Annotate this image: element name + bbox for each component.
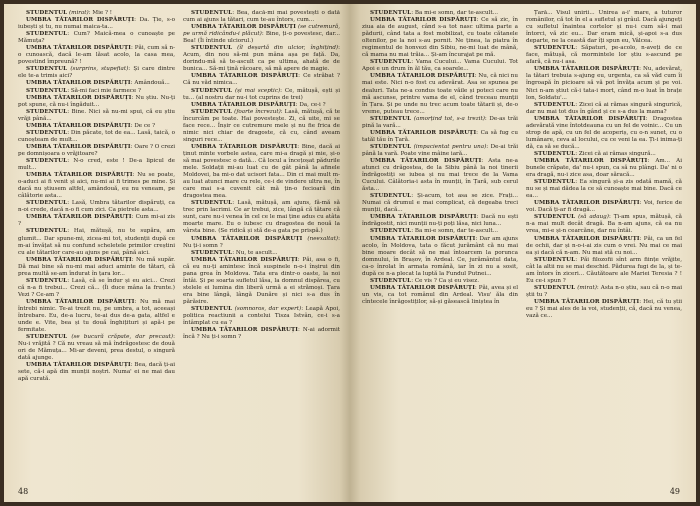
stage-direction: (foarte încrezut) — [234, 108, 281, 115]
speaker-name: UMBRA TĂTARILOR DISPĂRUȚI — [191, 143, 298, 150]
speaker-name: UMBRA TĂTARILOR DISPĂRUȚI — [370, 284, 475, 291]
speaker-name: UMBRA TĂTARILOR DISPĂRUȚI — [26, 94, 132, 101]
dialogue-text: : Mie ? ! — [88, 10, 112, 16]
dialogue-text: : Voi, ferice de voi. Dacă ți-ar fi dragă... — [526, 200, 682, 214]
speaker-name: STUDENTUL — [26, 157, 68, 164]
speaker-name: UMBRA TĂTARILOR DISPĂRUȚI — [26, 17, 135, 24]
speaker-name: STUDENTUL — [370, 193, 412, 200]
dialogue-text: : Leapă Apoi, politica reactiunii a contelui Tisza Istvân, ce-i s-a întâmplat cu ea ? — [183, 305, 340, 327]
speaker-name: UMBRA TĂTARILOR DISPĂRUȚI — [191, 24, 297, 31]
dialogue-text: : Lasă, mătușă, am ajuns, fă-mă să trec prin lacrimi. Ce ar trebui, zice, lângă că tătare că sunt, care nu-i venea în cel ce le mai ține adus cu atâta moarte mare. Eu o iubesc cu dragostea de nouă la vârsta bine. (Se ridică și stă de-a gata pe prispă.) — [183, 200, 340, 235]
dialogue-paragraph — [18, 362, 175, 383]
stage-direction: (mirat) — [577, 284, 597, 291]
stage-direction: (mirat) — [68, 10, 89, 16]
stage-direction: (neexaltat) — [307, 235, 339, 242]
dialogue-text: : Bine, ți-o povestesc, dar... Bea! (Îi întinde ulciorul.) — [183, 31, 340, 45]
dialogue-text: : Acum, din nou să-mi pun mâna așa pe față. Da, dorindu-mă să te-ascult ca pe ultima, ahată de de bunica... Să-mi țină răcoare, să mă apere de magie. — [183, 45, 340, 73]
speaker-name: UMBRA TĂTARILOR DISPĂRUȚI — [534, 66, 640, 73]
dialogue-paragraph — [18, 10, 175, 17]
dialogue-paragraph — [362, 17, 518, 59]
dialogue-paragraph — [183, 200, 340, 235]
speaker-name: STUDENTUL — [534, 256, 576, 263]
speaker-name: UMBRA TĂTARILOR DISPĂRUȚI — [26, 256, 132, 263]
dialogue-text: : Lasă, mătușă, că te încurcăm pe toate. Hai povestește. Zi, că uite, mi se face rece... Înșir ce cutremure mele și nu fie frica de nimic nici chiar de dragoste, că cu, când aveam singuri rece... — [183, 108, 340, 143]
stage-direction: (impacientat pentru una) — [413, 143, 487, 150]
dialogue-paragraph — [183, 236, 340, 250]
dialogue-paragraph — [526, 200, 682, 214]
dialogue-paragraph — [183, 109, 340, 144]
dialogue-paragraph — [526, 45, 682, 66]
dialogue-text: : Ba mi-e somn, dar te-ascult... — [411, 228, 498, 235]
dialogue-text: : Asta ne-a atunci cu drăgostea, de la Sibiu până la noi tinerii îndrăgostiți se iubea și nu mai trece de la Vama Cucului. Câlătoria-i asta în munții, în Țară, sub cerul ăsta... — [362, 157, 518, 193]
stage-direction: (se cutremură, pe urmă ridicându-i plăcut) — [183, 24, 340, 38]
speaker-name: UMBRA TĂTARILOR DISPĂRUȚI — [370, 17, 477, 24]
dialogue-paragraph — [526, 66, 682, 101]
dialogue-text: : Ba mi-e somn, dar te-ascult... — [411, 10, 498, 16]
dialogue-paragraph — [362, 10, 518, 17]
dialogue-paragraph — [362, 73, 518, 115]
dialogue-text: : Bea, dacă-mi mai povestești o dată cum ai ajuns la tătari, cum te-au întors, cum... — [183, 10, 340, 24]
dialogue-paragraph — [362, 116, 518, 130]
speaker-name: UMBRA TĂTARILOR DISPĂRUȚI — [26, 298, 135, 305]
dialogue-text: : Păi, avea și el un vis, ca tot românul din Ardeal. Visu' ăla din cîntecele înrăgostiților, să-și găsească liniștea în — [362, 284, 518, 305]
speaker-name: STUDENTUL — [191, 108, 233, 115]
dialogue-text: : De ce ? — [130, 122, 156, 129]
dialogue-text: : Ca să fug cu tatăl tău în Țară. — [362, 129, 518, 143]
speaker-name: STUDENTUL — [370, 10, 412, 16]
speaker-name: STUDENTUL — [370, 228, 412, 235]
speaker-name: UMBRA TĂTARILOR DISPĂRUȚI — [370, 157, 482, 164]
left-page-column-2 — [183, 10, 340, 478]
speaker-name: STUDENTUL — [534, 45, 576, 52]
speaker-name: UMBRA TĂTARILOR DISPĂRUȚI — [191, 73, 299, 80]
dialogue-paragraph — [18, 200, 175, 214]
dialogue-paragraph — [362, 278, 518, 285]
speaker-name: STUDENTUL — [534, 150, 576, 157]
dialogue-text: : Nu mă mai întrebi nimic. Te-ai trezit nu, pe umbra, a tot, aceeași întrebare. Eu, de-a lucru, te-ai dus de-a gata, altfel e unde e. Vite, bea și tu două înghițituri și apă-i pe fermitate. — [18, 298, 175, 334]
dialogue-paragraph — [18, 214, 175, 228]
dialogue-text: : Păi, cum să n-o cunoască, dacă le-am lăsat acolo, la casa mea, povestind împreună? ! — [18, 45, 175, 66]
dialogue-text: : De-ai trăi până la vară. Poate vine mâine iară... — [362, 143, 518, 157]
dialogue-paragraph — [362, 193, 518, 214]
speaker-name: UMBRA TĂTARILOR DISPĂRUȚI — [534, 235, 640, 242]
speaker-name: UMBRA TĂTARILOR DISPĂRUȚI — [26, 45, 131, 52]
dialogue-text: : Nu-i vrăjită ? Că nu vreau să mă îndrăgostesc de două ori de Mămuța... Mi-ar deveni, prea destul, o singură dată ajunge. — [18, 334, 175, 362]
dialogue-text: : Nu ți-i somn ? — [183, 235, 340, 249]
speaker-name: STUDENTUL — [26, 129, 68, 136]
dialogue-paragraph — [183, 10, 340, 24]
dialogue-text: : Cum? Maică-mea o cunoaște pe Mămuța? — [18, 31, 175, 45]
dialogue-text: : Și care dintre ele te-a trimis aici? — [18, 66, 175, 80]
dialogue-paragraph — [18, 123, 175, 130]
dialogue-text: : Hei, că tu știi eu ? Și mai ales de la voi, studenții, că, dacă nu venea, vază ce... — [526, 298, 682, 320]
dialogue-paragraph — [18, 158, 175, 172]
dialogue-text: : Ce, mătușă, ești și tu... (al nostru dar nu-i tot cuprins de trei) — [183, 87, 340, 101]
dialogue-paragraph — [526, 158, 682, 179]
speaker-name: STUDENTUL — [26, 87, 68, 94]
dialogue-paragraph — [183, 144, 340, 200]
speaker-name: STUDENTUL — [26, 228, 68, 235]
page-number-left: 48 — [18, 487, 29, 496]
dialogue-paragraph — [18, 334, 175, 362]
left-page-column-1 — [18, 10, 175, 478]
dialogue-paragraph — [526, 116, 682, 151]
dialogue-paragraph — [526, 257, 682, 285]
speaker-name: UMBRA TĂTARILOR DISPĂRUȚI — [26, 80, 131, 87]
dialogue-text: : Ți-am spus, mătușă, că n-a mai mult decât dragă. Ba n-am ajuns, că ea nu vrea, mi-e și-n cearcăne, dar nu întâi. — [526, 214, 682, 235]
speaker-name: UMBRA TĂTARILOR DISPĂRUȚI — [26, 172, 133, 179]
dialogue-paragraph — [18, 109, 175, 123]
dialogue-text: : Hai, mătușă, nu te supăra, am glumit... Dar spune-mi, zicea-mi tot, studenții după ce m-ai învățat să nu confund scheletele primilor creștini cu ale tătarilor care-au ajuns pe cai, până aici. — [18, 228, 175, 256]
dialogue-paragraph — [362, 228, 518, 235]
right-page-column-2 — [526, 10, 682, 478]
dialogue-paragraph — [18, 257, 175, 278]
speaker-name: STUDENTUL — [370, 277, 412, 284]
speaker-name: STUDENTUL — [26, 10, 68, 16]
speaker-name: STUDENTUL — [370, 143, 412, 150]
speaker-name: STUDENTUL — [26, 108, 68, 115]
dialogue-text: : Ce să zic, în ziua aia de august, când s-a tot nasc ultima parte a pădurii, când tata a fost mobilizat, cu toate cătanele oltenilor, pe la noi s-au pornit. Ne ținea, la piatra în regimentul de honvezi din Sibiu, ne-mi luat de mână, că mama nu mai trăia... Și-am încurajat pe mă. — [362, 17, 518, 59]
dialogue-paragraph — [526, 179, 682, 200]
dialogue-text: : Oare ? O crezi pe domnișoara o vrăjitoare? — [18, 143, 175, 157]
dialogue-paragraph — [183, 327, 340, 341]
speaker-name: UMBRA TĂTARILOR DISPĂRUȚI — [191, 235, 303, 242]
speaker-name: UMBRA TĂTARILOR DISPĂRUȚI — [370, 73, 475, 80]
dialogue-paragraph — [183, 24, 340, 45]
right-page — [350, 4, 696, 502]
dialogue-paragraph — [18, 299, 175, 334]
speaker-name: STUDENTUL — [26, 277, 68, 284]
dialogue-text: : Nu, te ascult... — [232, 249, 278, 256]
speaker-name: UMBRA TĂTARILOR DISPĂRUȚI — [370, 129, 477, 136]
dialogue-paragraph — [18, 66, 175, 80]
dialogue-text: : Am... Ai bunele crăpate, da' nu-i spun, ca să nu plângi. Da' ni o era dragă, nu-i zice asa, doar săracă... — [526, 157, 682, 179]
right-page-column-1 — [362, 10, 518, 478]
dialogue-paragraph — [18, 144, 175, 158]
dialogue-text: : Nu știu. Nu-ți pot spune, că nu-i îngăduit... — [18, 94, 175, 108]
dialogue-text: : Lasă, că se îndur și eu aici... Crezi că n-a fi trebui... Crezi că... (Îi duce mâna la frunte.) Vezi ? Ce-am ? — [18, 277, 175, 298]
dialogue-paragraph — [18, 278, 175, 299]
dialogue-text: : Păi filozofii sînt arm ființe vrăjite, cât la altii nu se mai deschid. Pădurea fugi de la, și te-am întors în ziceri... Căutătoare ale Mariei Teresia ? ! Eu ce-i spun ? — [526, 256, 682, 284]
dialogue-paragraph — [362, 158, 518, 193]
dialogue-text: : Să-mi faci mie farmece ? — [67, 87, 141, 94]
speaker-name: UMBRA TĂTARILOR DISPĂRUȚI — [26, 214, 132, 221]
dialogue-text: : Săpaturi, pe-acolo, n-aveți de ce face, mătușă, că mormintele lor știu s-ascund pe afară, că nu-i asa. — [526, 45, 682, 66]
speaker-name: UMBRA TĂTARILOR DISPĂRUȚI — [534, 157, 648, 164]
stage-direction: (somnoros, dar expert) — [234, 305, 302, 312]
dialogue-paragraph — [526, 102, 682, 116]
speaker-name: STUDENTUL — [26, 334, 68, 341]
speaker-name: STUDENTUL — [191, 87, 233, 94]
speaker-name: UMBRA TĂTARILOR DISPĂRUȚI — [370, 214, 477, 221]
speaker-name: STUDENTUL — [191, 305, 233, 312]
speaker-name: STUDENTUL — [191, 249, 233, 256]
dialogue-paragraph — [18, 17, 175, 31]
speaker-name: UMBRA TĂTARILOR DISPĂRUȚI — [191, 101, 296, 108]
stage-direction: (se bucură crăpate, dar precaut) — [71, 334, 174, 341]
dialogue-paragraph — [18, 228, 175, 256]
dialogue-paragraph — [362, 285, 518, 306]
dialogue-text: : Nu, că nici nu mai este. Nici n-o fost cu adevărat. Asa se spunea pe dealuri. Tata ne-a condus toate văile și poteci care nu mă ascunse, printre vama de el, când treceau munții în Țara. Și pe unde nu trec acum toate tătarii și, de-o vreme, puteau trece... — [362, 73, 518, 115]
dialogue-paragraph — [362, 130, 518, 144]
dialogue-paragraph — [18, 80, 175, 87]
dialogue-text: : Nu, adevărat, la tătari trebuia s-ajung eu, urgenta, ca să văd cum îi îngroapă în picioare să vă pot învăța acum și pe voi. Nici n-am știut că-i tata-i mort, când m-o luat în brațe lon, Soldatu'... — [526, 66, 682, 101]
dialogue-text: : Păi, asa o fi, că eu nu-ți amintesc încă suspinele n-o-i înșirui din pana grea în Moldova. Tata era dintr-o oaste, la noi întâi. Și pe soarta sufletul lăsa, la domnul dispărea, cu stelele ei lumina din liberă urmă a ei strămoși. Țara era bine lângă, lângă Dunăre și nici s-a dus în părăsire. — [183, 256, 340, 305]
dialogue-paragraph — [526, 151, 682, 158]
dialogue-paragraph — [526, 299, 682, 320]
stage-direction: (și mai sceptic) — [235, 87, 281, 94]
dialogue-text: : Ce vis ? Ca și eu visez. — [411, 277, 479, 284]
speaker-name: STUDENTUL — [26, 200, 68, 207]
dialogue-text: : Dar am ajuns acolo, în Moldova, tata o făcut jurământ că nu mai bine moare decât să ne mai întoarcem la porunca domnului, în Brașov, în Ardeal. Ce, jurământul data, ca-o înrolat în armata română, iar în zi nu a sosit, după ce n-a plecat la luptă la Fundul Putnei... — [362, 235, 518, 277]
speaker-name: STUDENTUL — [191, 45, 233, 52]
stage-direction: (amorțind tot, s-a trezit) — [413, 115, 485, 122]
dialogue-text: : Din păcate, tot de ea... Lasă, taică, o cunoșteam de mult... — [18, 129, 175, 143]
speaker-name: STUDENTUL — [191, 10, 233, 16]
dialogue-text: : Dragostea adevărată vine întotdeauna cu un fel de voinic... Cu un strop de apă, cu un fel de acoperiș, cu o-n sunet, cu o lumânare, ceva al locului, cu ce veni la ea. Ți-i inima-ți dă, ca să se ducă... — [526, 115, 682, 150]
dialogue-text: : Păi, ca un fel de ochii, dar și n-o-i-ai zis cum o vrei. Nu mai ce mai ea și dacă că n-am. Nu mai stă cu noi... — [526, 235, 682, 256]
speaker-name: UMBRA TĂTARILOR DISPĂRUȚI — [26, 362, 131, 369]
dialogue-text: : Dacă nu ești îndrăgostit, nici munții nu-ți poți lăsa, nici luna... — [362, 214, 518, 228]
speaker-name: STUDENTUL — [534, 101, 576, 108]
dialogue-paragraph — [183, 102, 340, 109]
dialogue-text: : Bine, dacă ai ținut minte vorbele astea, care mi-a dragă și mie, și-o să mai povestesc o dată... Că locul a încețoșat pădurile mele. Soldații mi-au luat cu de gât până la afinele Moldovei, ba mi-o dat ucisori fata... Din ci mai mult m-au luat atunci mare cu rele, ce-i de vindere ultra ne, în care mai s-a cuvenit cât mă țin-o fecioară din dragostea mea. — [183, 143, 340, 200]
dialogue-text: : Vama Cucului... Vama Cucului. Tot Apoi e un drum în ăl tău, ca soarele... — [362, 59, 518, 73]
speaker-name: STUDENTUL — [26, 31, 68, 38]
speaker-name: UMBRA TĂTARILOR DISPĂRUȚI — [534, 115, 646, 122]
dialogue-text: : Cum mi-ai zis ? — [18, 214, 175, 228]
dialogue-paragraph — [526, 10, 682, 45]
dialogue-paragraph — [18, 88, 175, 95]
dialogue-text: : Ce străbat ? Că nu văd nimica... — [183, 73, 340, 87]
dialogue-text: : Zicei că ai rămas singură... — [575, 150, 656, 157]
speaker-name: UMBRA TĂTARILOR DISPĂRUȚI — [26, 122, 131, 129]
right-page-columns — [362, 10, 682, 478]
speaker-name: STUDENTUL — [26, 66, 68, 73]
speaker-name: UMBRA TĂTARILOR DISPĂRUȚI — [191, 256, 298, 263]
speaker-name: UMBRA TĂTARILOR DISPĂRUȚI — [370, 235, 476, 242]
speaker-name: UMBRA TĂTARILOR DISPĂRUȚI — [534, 298, 640, 305]
left-page — [4, 4, 350, 502]
dialogue-paragraph — [18, 45, 175, 66]
dialogue-paragraph — [362, 144, 518, 158]
speaker-name: UMBRA TĂTARILOR DISPĂRUȚI — [26, 143, 131, 150]
dialogue-text: : N-ai adormit încă ? Nu ți-i somn ? — [183, 327, 340, 341]
page-number-right: 49 — [669, 487, 680, 496]
dialogue-paragraph — [18, 31, 175, 45]
dialogue-paragraph — [183, 88, 340, 102]
stage-direction: (surprins, stupefiat) — [70, 66, 129, 73]
dialogue-paragraph — [18, 130, 175, 144]
dialogue-text: : Nu mă supăr. Dă mai bine să nu-mi mai aduci aminte de tătari, că prea multă se-am îndurat în țara lor... — [18, 256, 175, 277]
dialogue-text: : Bea, dacă ți-ai sete, că-i apă din munții noștri. Numa' ei ne mai dau apă curată. — [18, 362, 175, 383]
dialogue-paragraph — [526, 214, 682, 235]
dialogue-paragraph — [183, 73, 340, 87]
dialogue-text: : Zicei că ai rămas singură singurică, dar nu mai tot dus în gând și ce s-a dus la mama? — [526, 101, 682, 115]
dialogue-paragraph — [183, 257, 340, 306]
stage-direction: (să adaug) — [578, 214, 609, 221]
speaker-name: STUDENTUL — [534, 214, 576, 221]
dialogue-text: : Asta n-o știu, sau că n-o mai știi tu ? — [526, 284, 682, 298]
speaker-name: STUDENTUL — [191, 200, 233, 207]
book-spread — [4, 4, 696, 502]
dialogue-text: : Nu se poate, o-aduci ai fi venit și aici, nu-mi ai fi trimes pe mine. Și dacă nu știusem altfel, amândouă, eu nu veneam, pe câlătorie asta... — [18, 172, 175, 200]
dialogue-text: : Da. Ție, s-o iubești și tu, nu numai maica-ta... — [18, 17, 175, 31]
dialogue-paragraph — [526, 236, 682, 257]
dialogue-paragraph — [18, 95, 175, 109]
dialogue-paragraph — [183, 306, 340, 327]
dialogue-paragraph — [183, 45, 340, 73]
dialogue-paragraph — [362, 214, 518, 228]
dialogue-text: Țară... Visul unirii... Unirea a-i' mare, a tuturor românilor, că tot în el a sufletul și grâul. Dacă ajungeți cu sufletul înaintea cortelor și nu-i cum să-i mai întorci, vă zic eu... Dar eram mică, și-apoi s-a dus departe, ne la ceastă dar îți spun eu, Vâlcea. — [526, 10, 682, 45]
dialogue-paragraph — [526, 285, 682, 299]
stage-direction: (îl deșartă din ulcior, înghițind) — [237, 45, 339, 52]
dialogue-text: : De-as trăi pină la vară... — [362, 115, 518, 129]
speaker-name: STUDENTUL — [370, 59, 412, 66]
dialogue-paragraph — [362, 59, 518, 73]
dialogue-text: : Da, ce-i ? — [295, 101, 326, 108]
dialogue-paragraph — [18, 172, 175, 200]
dialogue-paragraph — [362, 236, 518, 278]
dialogue-text: : N-o cred, este ! De-a lipicul de mult... — [18, 157, 175, 172]
dialogue-text: : Ea singură și-a zis odată mamă, că nu se și mai dădea la ce să cunoaște mai bine. Dacă ce ea... — [526, 179, 682, 200]
speaker-name: STUDENTUL — [534, 179, 576, 186]
dialogue-text: : Lasă, Umbra tătarilor dispăruți, ca n-oi crede, dacă n-o fi cum zici. Ca pietrele asta... — [18, 200, 175, 214]
speaker-name: STUDENTUL — [370, 115, 412, 122]
speaker-name: UMBRA TĂTARILOR DISPĂRUȚI — [191, 327, 298, 334]
speaker-name: STUDENTUL — [534, 284, 576, 291]
dialogue-text: : Și-acum, tot asa se zice. Frați... Numai că drumul e mai complicat, că degeaba treci munții, dacă... — [362, 193, 518, 214]
dialogue-text: : Amândouă... — [130, 80, 170, 87]
dialogue-text: : Bine. Nici să nu-mi spui, că eu știu vrăji până... — [18, 108, 175, 122]
left-page-columns — [18, 10, 340, 478]
speaker-name: UMBRA TĂTARILOR DISPĂRUȚI — [534, 200, 640, 207]
dialogue-paragraph — [183, 250, 340, 257]
